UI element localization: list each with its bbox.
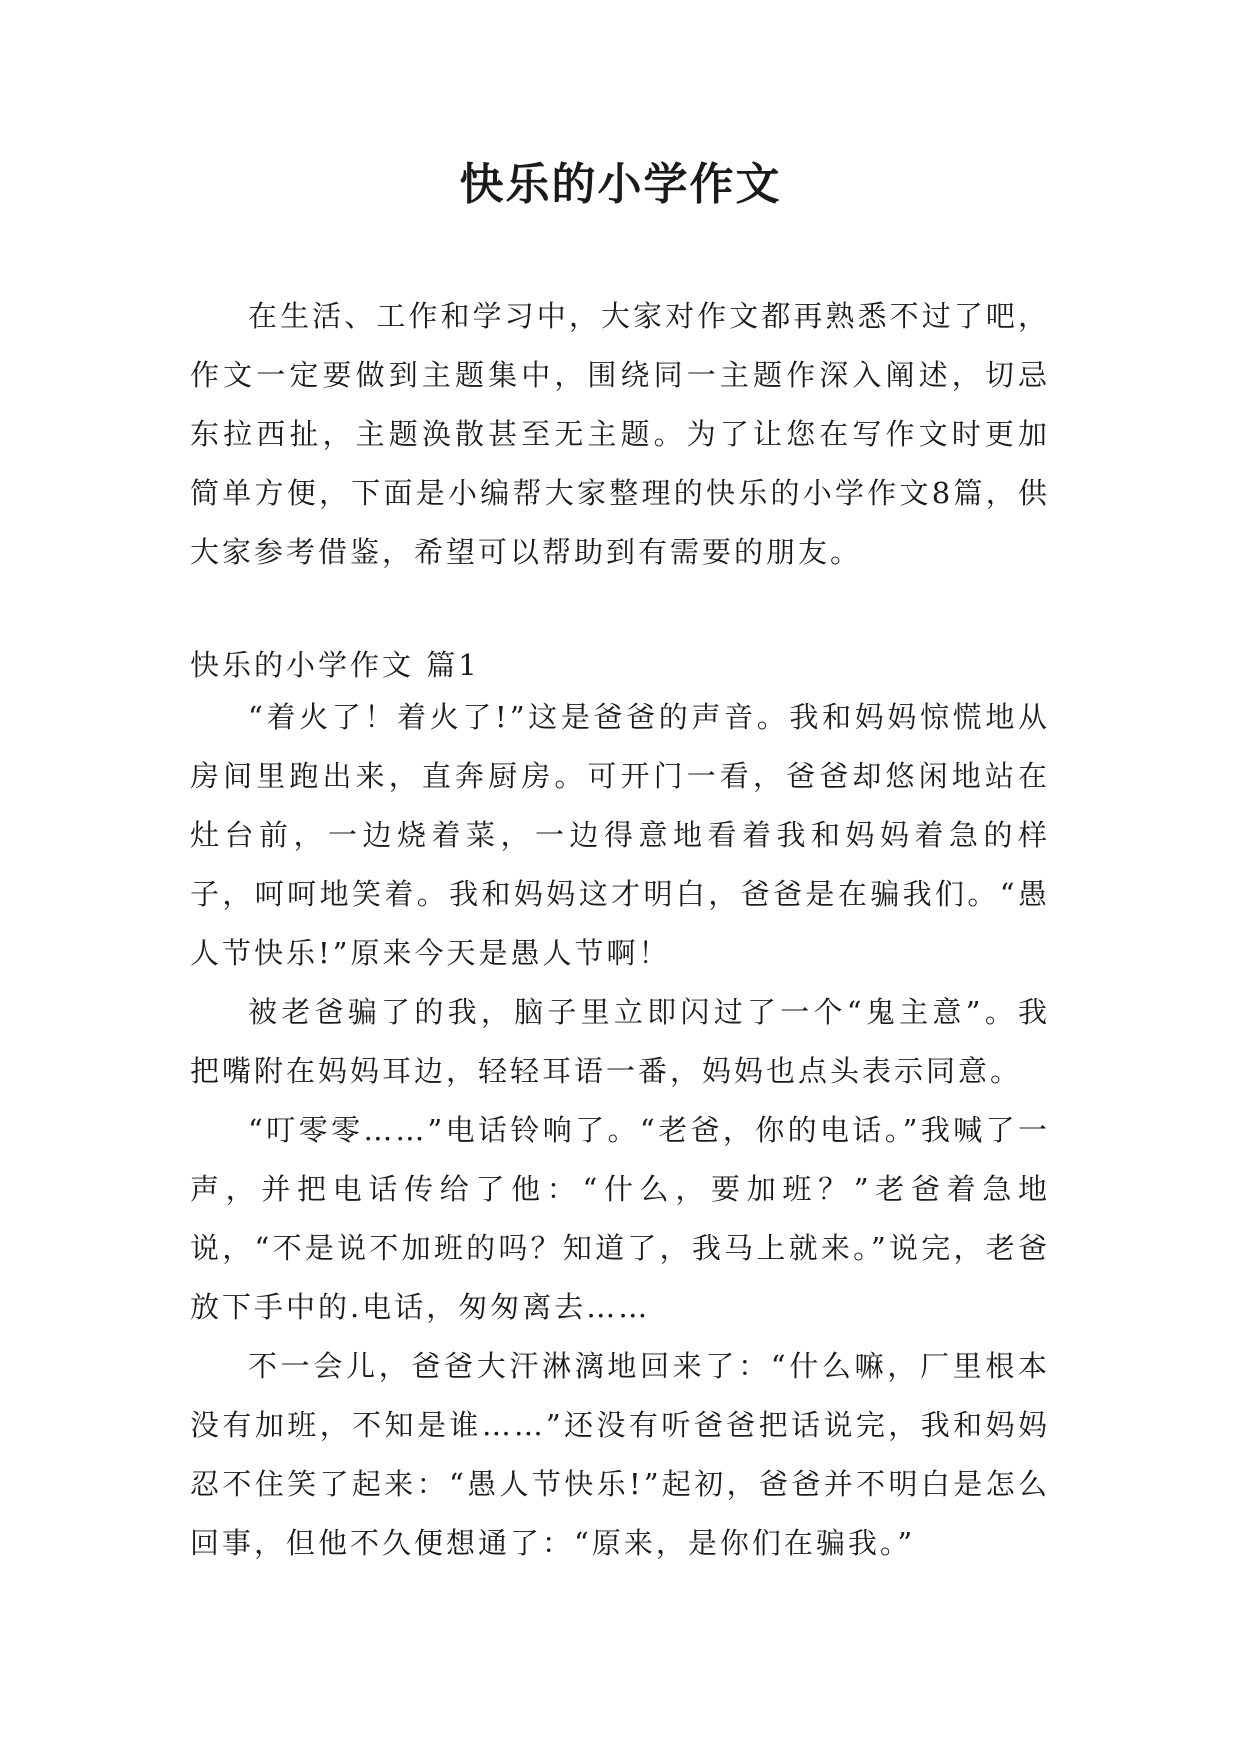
- essay-paragraph: “着火了！着火了!”这是爸爸的声音。我和妈妈惊慌地从房间里跑出来，直奔厨房。可开门一看，爸爸却悠闲地站在灶台前，一边烧着菜，一边得意地看着我和妈妈着急的样子，呵呵地笑着。我和妈妈这才明白，爸爸是在骗我们。“愚人节快乐!”原来今天是愚人节啊！: [190, 700, 1050, 970]
- essay-paragraph: “叮零零……”电话铃响了。“老爸，你的电话。”我喊了一声，并把电话传给了他：“什么，要加班？”老爸着急地说，“不是说不加班的吗？知道了，我马上就来。”说完，老爸放下手中的.电话，匆匆离去……: [190, 1113, 1050, 1324]
- essay-body: [190, 688, 1050, 1573]
- essay-paragraph: 被老爸骗了的我，脑子里立即闪过了一个“鬼主意”。我把嘴附在妈妈耳边，轻轻耳语一番，妈妈也点头表示同意。: [190, 995, 1050, 1088]
- intro-paragraph: 在生活、工作和学习中，大家对作文都再熟悉不过了吧，作文一定要做到主题集中，围绕同一主题作深入阐述，切忌东拉西扯，主题涣散甚至无主题。为了让您在写作文时更加简单方便，下面是小编帮大家整理的快乐的小学作文8篇，供大家参考借鉴，希望可以帮助到有需要的朋友。: [190, 299, 1050, 569]
- document-title: 快乐的小学作文: [459, 159, 782, 210]
- section-heading: 快乐的小学作文 篇1: [190, 648, 480, 682]
- essay-paragraph: 不一会儿，爸爸大汗淋漓地回来了：“什么嘛，厂里根本没有加班，不知是谁……”还没有听爸爸把话说完，我和妈妈忍不住笑了起来：“愚人节快乐!”起初，爸爸并不明白是怎么回事，但他不久便想通了：“原来，是你们在骗我。”: [190, 1349, 1050, 1560]
- intro-block: [190, 287, 1050, 582]
